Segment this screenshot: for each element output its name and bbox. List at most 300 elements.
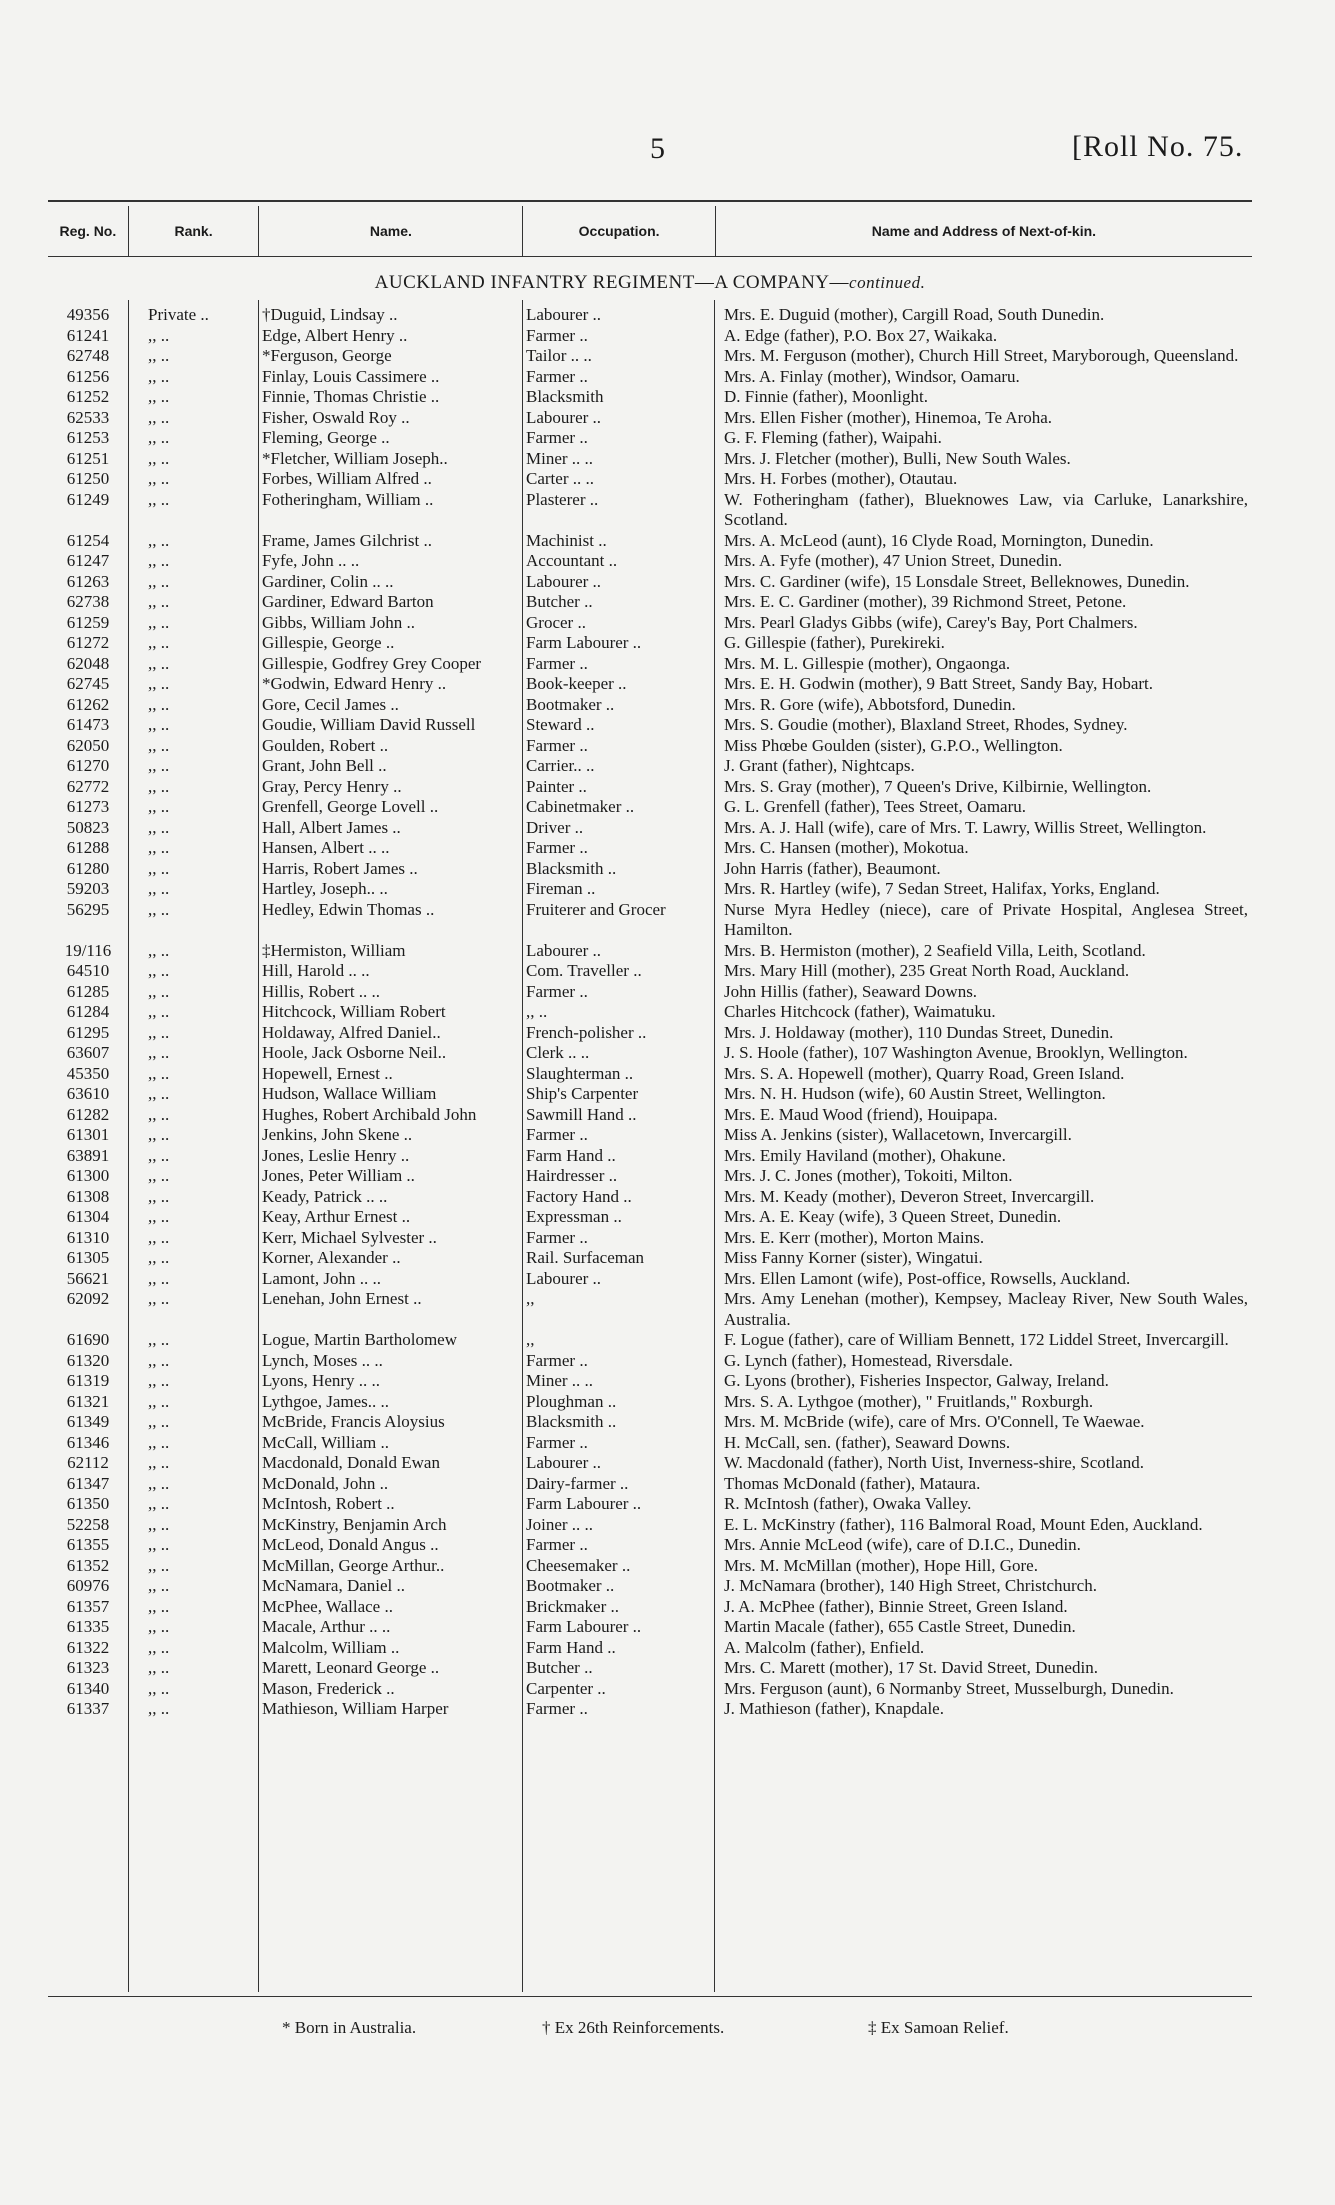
- table-row: [48, 1023, 1252, 1044]
- footnote-ex26: † Ex 26th Reinforcements.: [542, 2018, 725, 2037]
- soldier-name: McNamara, Daniel ..: [262, 1576, 406, 1595]
- rank: ,, ..: [148, 1699, 170, 1718]
- soldier-name: Hartley, Joseph.. ..: [262, 879, 388, 898]
- occupation: Tailor .. ..: [526, 346, 592, 365]
- reg-no: 61349: [66, 1412, 110, 1431]
- soldier-name: Forbes, William Alfred ..: [262, 469, 432, 488]
- soldier-name: Lenehan, John Ernest ..: [262, 1289, 422, 1308]
- reg-no: 61263: [66, 571, 110, 591]
- soldier-name: Lynch, Moses .. ..: [262, 1350, 383, 1370]
- reg-no: 63891: [66, 1145, 110, 1165]
- soldier-name: Hill, Harold .. ..: [262, 961, 370, 980]
- table-row: [48, 674, 1252, 695]
- soldier-name: Fyfe, John .. ..: [262, 551, 360, 570]
- occupation: Cheesemaker ..: [526, 1555, 631, 1575]
- rank: ,, ..: [148, 981, 170, 1001]
- reg-no: 59203: [66, 879, 110, 898]
- soldier-name: Hall, Albert James ..: [262, 817, 401, 837]
- rank: ,, ..: [148, 1063, 170, 1083]
- occupation: Dairy-farmer ..: [526, 1473, 629, 1493]
- reg-no: 61300: [66, 1166, 110, 1185]
- rank: ,, ..: [148, 961, 170, 980]
- next-of-kin: A. Malcolm (father), Enfield.: [724, 1637, 925, 1657]
- table-row: [48, 1535, 1252, 1556]
- reg-no: 61346: [66, 1432, 110, 1452]
- reg-no: 61285: [66, 981, 110, 1001]
- reg-no: 62772: [66, 776, 110, 796]
- page-number: 5: [650, 132, 665, 165]
- soldier-name: McCall, William ..: [262, 1432, 389, 1452]
- occupation: Labourer ..: [526, 1268, 602, 1288]
- rank: ,, ..: [148, 1494, 170, 1513]
- rank: ,, ..: [148, 797, 170, 816]
- rank: ,, ..: [148, 592, 170, 611]
- soldier-name: McLeod, Donald Angus ..: [262, 1535, 439, 1554]
- header-next-of-kin: Name and Address of Next-of-kin.: [871, 223, 1097, 239]
- rank: ,, ..: [148, 407, 170, 427]
- table-row: [48, 592, 1252, 613]
- next-of-kin: J. McNamara (brother), 140 High Street, Christchurch.: [724, 1576, 1097, 1595]
- table-row: [48, 531, 1252, 552]
- rank: ,, ..: [148, 1289, 170, 1308]
- occupation: Farmer ..: [526, 1699, 588, 1718]
- reg-no: 62112: [67, 1453, 109, 1472]
- reg-no: 62048: [66, 653, 110, 673]
- reg-no: 61250: [66, 469, 110, 488]
- rank: ,, ..: [148, 1268, 170, 1288]
- rank: ,, ..: [148, 1248, 170, 1267]
- soldier-name: McBride, Francis Aloysius: [262, 1412, 445, 1431]
- next-of-kin: Mrs. E. Maud Wood (friend), Houipapa.: [724, 1104, 998, 1124]
- table-row: [48, 1002, 1252, 1023]
- rank: ,, ..: [148, 346, 170, 365]
- next-of-kin: Mrs. Pearl Gladys Gibbs (wife), Carey's Bay, Port Chalmers.: [724, 612, 1138, 632]
- next-of-kin: G. Lynch (father), Homestead, Riversdale.: [724, 1350, 1013, 1370]
- reg-no: 52258: [66, 1514, 110, 1534]
- next-of-kin: Mrs. Emily Haviland (mother), Ohakune.: [724, 1145, 1006, 1165]
- occupation: Blacksmith: [526, 387, 604, 406]
- table-row: [48, 613, 1252, 634]
- next-of-kin: Mrs. H. Forbes (mother), Otautau.: [724, 469, 958, 488]
- reg-no: 64510: [66, 961, 110, 980]
- occupation: Farmer ..: [526, 653, 588, 673]
- rank: ,, ..: [148, 1084, 170, 1103]
- table-row: [48, 1330, 1252, 1351]
- table-header: [48, 206, 1252, 257]
- soldier-name: Hansen, Albert .. ..: [262, 838, 390, 857]
- reg-no: 60976: [66, 1576, 110, 1595]
- occupation: Miner .. ..: [526, 1371, 594, 1390]
- occupation: Farm Hand ..: [526, 1145, 616, 1165]
- reg-no: 61249: [66, 489, 110, 509]
- reg-no: 61254: [66, 530, 110, 550]
- soldier-name: Gardiner, Colin .. ..: [262, 571, 394, 591]
- soldier-name: McDonald, John ..: [262, 1473, 389, 1493]
- reg-no: 61322: [66, 1637, 110, 1657]
- occupation: Farm Labourer ..: [526, 1494, 642, 1513]
- soldier-name: Finlay, Louis Cassimere ..: [262, 366, 440, 386]
- rank: ,, ..: [148, 776, 170, 796]
- table-row: [48, 1043, 1252, 1064]
- soldier-name: Logue, Martin Bartholomew: [262, 1330, 457, 1349]
- reg-no: 61335: [66, 1617, 110, 1636]
- occupation: Ship's Carpenter: [526, 1084, 639, 1103]
- next-of-kin: A. Edge (father), P.O. Box 27, Waikaka.: [724, 325, 998, 345]
- occupation: Farm Labourer ..: [526, 1617, 642, 1636]
- rank: ,, ..: [148, 1637, 170, 1657]
- soldier-name: *Godwin, Edward Henry ..: [262, 674, 447, 693]
- reg-no: 61308: [66, 1186, 110, 1206]
- next-of-kin: Mrs. R. Hartley (wife), 7 Sedan Street, Halifax, Yorks, England.: [724, 879, 1160, 898]
- next-of-kin: Mrs. E. Kerr (mother), Morton Mains.: [724, 1227, 985, 1247]
- occupation: Carter .. ..: [526, 469, 594, 488]
- next-of-kin: Mrs. C. Gardiner (wife), 15 Lonsdale Street, Belleknowes, Dunedin.: [724, 571, 1190, 591]
- table-row: [48, 1679, 1252, 1700]
- soldier-name: Fleming, George ..: [262, 428, 390, 447]
- rank: ,, ..: [148, 633, 170, 652]
- table-row: [48, 941, 1252, 962]
- reg-no: 56295: [66, 899, 110, 919]
- rank: ,, ..: [148, 735, 170, 755]
- soldier-name: Jenkins, John Skene ..: [262, 1125, 413, 1144]
- rank: ,, ..: [148, 1330, 170, 1349]
- next-of-kin: Mrs. Ellen Fisher (mother), Hinemoa, Te Aroha.: [724, 407, 1053, 427]
- rank: ,, ..: [148, 551, 170, 570]
- reg-no: 61295: [66, 1022, 110, 1042]
- occupation: Slaughterman ..: [526, 1063, 634, 1083]
- soldier-name: Hughes, Robert Archibald John: [262, 1104, 477, 1124]
- table-row: [48, 879, 1252, 900]
- occupation: Farmer ..: [526, 1227, 588, 1247]
- occupation: Blacksmith ..: [526, 858, 617, 878]
- occupation: Farmer ..: [526, 1350, 588, 1370]
- reg-no: 19/116: [64, 940, 112, 960]
- rank: ,, ..: [148, 1207, 170, 1226]
- rank: ,, ..: [148, 1043, 170, 1062]
- reg-no: 56621: [66, 1268, 110, 1288]
- occupation: Clerk .. ..: [526, 1043, 590, 1062]
- occupation: Farmer ..: [526, 366, 588, 386]
- occupation: Ploughman ..: [526, 1391, 617, 1411]
- rank: ,, ..: [148, 715, 170, 734]
- reg-no: 61282: [66, 1104, 110, 1124]
- occupation: Farmer ..: [526, 735, 588, 755]
- table-row: [48, 305, 1252, 326]
- next-of-kin: Mrs. J. Holdaway (mother), 110 Dundas Street, Dunedin.: [724, 1022, 1114, 1042]
- occupation: Hairdresser ..: [526, 1166, 618, 1185]
- rank: ,, ..: [148, 1678, 170, 1698]
- rank: ,, ..: [148, 940, 170, 960]
- soldier-name: Holdaway, Alfred Daniel..: [262, 1022, 441, 1042]
- table-row: [48, 818, 1252, 839]
- rank: ,, ..: [148, 1166, 170, 1185]
- reg-no: 61340: [66, 1678, 110, 1698]
- reg-no: 61284: [66, 1002, 110, 1021]
- next-of-kin: Mrs. S. A. Lythgoe (mother), " Fruitlands," Roxburgh.: [724, 1391, 1094, 1411]
- next-of-kin: Mrs. M. L. Gillespie (mother), Ongaonga.: [724, 653, 1011, 673]
- reg-no: 63607: [66, 1043, 110, 1062]
- soldier-name: Hopewell, Ernest ..: [262, 1063, 393, 1083]
- next-of-kin: Mrs. M. McMillan (mother), Hope Hill, Gore.: [724, 1555, 1038, 1575]
- table-row: [48, 1351, 1252, 1372]
- table-row: [48, 982, 1252, 1003]
- soldier-name: Jones, Peter William ..: [262, 1166, 415, 1185]
- occupation: Labourer ..: [526, 940, 602, 960]
- next-of-kin: John Harris (father), Beaumont.: [724, 858, 941, 878]
- next-of-kin: H. McCall, sen. (father), Seaward Downs.: [724, 1432, 1011, 1452]
- rank: ,, ..: [148, 1473, 170, 1493]
- header-reg: Reg. No.: [48, 206, 129, 256]
- occupation: Factory Hand ..: [526, 1186, 632, 1206]
- next-of-kin: Mrs. S. Goudie (mother), Blaxland Street, Rhodes, Sydney.: [724, 715, 1128, 734]
- table-row: [48, 1289, 1252, 1330]
- soldier-name: Edge, Albert Henry ..: [262, 325, 408, 345]
- soldier-name: Gray, Percy Henry ..: [262, 776, 402, 796]
- table-row: [48, 1494, 1252, 1515]
- reg-no: 62050: [66, 735, 110, 755]
- rank: ,, ..: [148, 838, 170, 857]
- occupation: Steward ..: [526, 715, 595, 734]
- table-row: [48, 346, 1252, 367]
- rank: ,, ..: [148, 1576, 170, 1595]
- table-row: [48, 695, 1252, 716]
- rank: ,, ..: [148, 1002, 170, 1021]
- occupation: Farmer ..: [526, 325, 588, 345]
- rank: ,, ..: [148, 1371, 170, 1390]
- soldier-name: Lythgoe, James.. ..: [262, 1391, 390, 1411]
- table-row: [48, 449, 1252, 470]
- table-row: [48, 1228, 1252, 1249]
- soldier-name: Keay, Arthur Ernest ..: [262, 1207, 411, 1226]
- soldier-name: Macale, Arthur .. ..: [262, 1617, 391, 1636]
- next-of-kin: Mrs. R. Gore (wife), Abbotsford, Dunedin.: [724, 694, 1016, 714]
- next-of-kin: Mrs. N. H. Hudson (wife), 60 Austin Street, Wellington.: [724, 1084, 1106, 1103]
- table-row: [48, 1125, 1252, 1146]
- rank: ,, ..: [148, 1125, 170, 1144]
- occupation: Miner .. ..: [526, 448, 594, 468]
- table-row: [48, 490, 1252, 531]
- reg-no: 63610: [66, 1084, 110, 1103]
- next-of-kin: Mrs. A. J. Hall (wife), care of Mrs. T. Lawry, Willis Street, Wellington.: [724, 817, 1207, 837]
- occupation: Grocer ..: [526, 612, 586, 632]
- soldier-name: Mason, Frederick ..: [262, 1678, 395, 1698]
- occupation: Blacksmith ..: [526, 1412, 617, 1431]
- top-rule: [48, 200, 1252, 202]
- occupation: Joiner .. ..: [526, 1514, 594, 1534]
- next-of-kin: Mrs. Mary Hill (mother), 235 Great North Road, Auckland.: [724, 961, 1130, 980]
- reg-no: 61241: [66, 325, 110, 345]
- rank: ,, ..: [148, 489, 170, 509]
- soldier-name: Harris, Robert James ..: [262, 858, 418, 878]
- occupation: ,,: [526, 1330, 535, 1349]
- table-row: [48, 1515, 1252, 1536]
- occupation: Driver ..: [526, 817, 584, 837]
- rank: ,, ..: [148, 653, 170, 673]
- table-row: [48, 961, 1252, 982]
- reg-no: 61301: [66, 1125, 110, 1144]
- soldier-name: Hedley, Edwin Thomas ..: [262, 899, 435, 919]
- reg-no: 61270: [66, 756, 110, 775]
- occupation: Brickmaker ..: [526, 1596, 619, 1616]
- soldier-name: Frame, James Gilchrist ..: [262, 530, 432, 550]
- reg-no: 62748: [66, 346, 110, 365]
- reg-no: 61251: [66, 448, 110, 468]
- occupation: Fireman ..: [526, 879, 596, 898]
- rank: ,, ..: [148, 1145, 170, 1165]
- reg-no: 61320: [66, 1350, 110, 1370]
- section-title: AUCKLAND INFANTRY REGIMENT—A COMPANY—continued.: [374, 272, 926, 293]
- occupation: Farm Hand ..: [526, 1637, 616, 1657]
- rank: ,, ..: [148, 1022, 170, 1042]
- rank: ,, ..: [148, 325, 170, 345]
- table-row: [48, 633, 1252, 654]
- next-of-kin: R. McIntosh (father), Owaka Valley.: [724, 1494, 972, 1513]
- table-row: [48, 469, 1252, 490]
- soldier-name: McIntosh, Robert ..: [262, 1494, 395, 1513]
- reg-no: 61272: [66, 633, 110, 652]
- reg-no: 61323: [66, 1658, 110, 1677]
- next-of-kin: Mrs. Ellen Lamont (wife), Post-office, Rowsells, Auckland.: [724, 1268, 1131, 1288]
- soldier-name: McPhee, Wallace ..: [262, 1596, 393, 1616]
- roll-table: [48, 305, 1252, 1720]
- occupation: ,, ..: [526, 1002, 548, 1021]
- next-of-kin: G. F. Fleming (father), Waipahi.: [724, 428, 942, 447]
- next-of-kin: Mrs. S. A. Hopewell (mother), Quarry Road, Green Island.: [724, 1063, 1125, 1083]
- next-of-kin: G. L. Grenfell (father), Tees Street, Oamaru.: [724, 797, 1027, 816]
- table-row: [48, 551, 1252, 572]
- table-row: [48, 900, 1252, 941]
- rank: ,, ..: [148, 1617, 170, 1636]
- header-rank: Rank.: [129, 206, 260, 256]
- reg-no: 61690: [66, 1330, 110, 1349]
- reg-no: 61288: [66, 838, 110, 857]
- table-row: [48, 654, 1252, 675]
- next-of-kin: Mrs. E. Duguid (mother), Cargill Road, South Dunedin.: [724, 305, 1105, 324]
- rank: ,, ..: [148, 1186, 170, 1206]
- soldier-name: Fotheringham, William ..: [262, 489, 434, 509]
- rank: ,, ..: [148, 694, 170, 714]
- next-of-kin: Miss Fanny Korner (sister), Wingatui.: [724, 1248, 983, 1267]
- next-of-kin: Mrs. B. Hermiston (mother), 2 Seafield Villa, Leith, Scotland.: [724, 940, 1146, 960]
- reg-no: 61310: [66, 1227, 110, 1247]
- occupation: Carpenter ..: [526, 1678, 606, 1698]
- rank: ,, ..: [148, 428, 170, 447]
- soldier-name: Gillespie, Godfrey Grey Cooper: [262, 653, 482, 673]
- rank: ,, ..: [148, 1432, 170, 1452]
- next-of-kin: J. A. McPhee (father), Binnie Street, Green Island.: [724, 1596, 1068, 1616]
- occupation: Machinist ..: [526, 530, 607, 550]
- occupation: Plasterer ..: [526, 489, 599, 509]
- next-of-kin: G. Gillespie (father), Purekireki.: [724, 633, 945, 652]
- table-row: [48, 859, 1252, 880]
- next-of-kin: Mrs. E. H. Godwin (mother), 9 Batt Street, Sandy Bay, Hobart.: [724, 674, 1154, 693]
- occupation: Labourer ..: [526, 571, 602, 591]
- rank: ,, ..: [148, 469, 170, 488]
- rank: ,, ..: [148, 899, 170, 919]
- soldier-name: Grenfell, George Lovell ..: [262, 797, 439, 816]
- rank: ,, ..: [148, 1658, 170, 1677]
- table-row: [48, 777, 1252, 798]
- next-of-kin: Miss Phœbe Goulden (sister), G.P.O., Wellington.: [724, 735, 1063, 755]
- reg-no: 45350: [66, 1063, 110, 1083]
- rank: ,, ..: [148, 817, 170, 837]
- occupation: Bootmaker ..: [526, 694, 615, 714]
- table-row: [48, 1392, 1252, 1413]
- table-row: [48, 387, 1252, 408]
- table-row: [48, 756, 1252, 777]
- reg-no: 61273: [66, 797, 110, 816]
- occupation: Painter ..: [526, 776, 587, 796]
- next-of-kin: Mrs. J. C. Jones (mother), Tokoiti, Milton.: [724, 1166, 1013, 1185]
- rank: ,, ..: [148, 1453, 170, 1472]
- next-of-kin: Mrs. Ferguson (aunt), 6 Normanby Street, Musselburgh, Dunedin.: [724, 1678, 1174, 1698]
- next-of-kin: J. S. Hoole (father), 107 Washington Avenue, Brooklyn, Wellington.: [724, 1043, 1188, 1062]
- reg-no: 61256: [66, 366, 110, 386]
- next-of-kin: Thomas McDonald (father), Mataura.: [724, 1473, 981, 1493]
- occupation: Labourer ..: [526, 305, 602, 324]
- rank: ,, ..: [148, 612, 170, 632]
- rank: ,, ..: [148, 1412, 170, 1431]
- reg-no: 49356: [66, 305, 110, 324]
- next-of-kin: W. Fotheringham (father), Blueknowes Law, via Carluke, Lanarkshire, Scotland.: [724, 489, 1248, 529]
- reg-no: 61259: [66, 612, 110, 632]
- soldier-name: Gardiner, Edward Barton: [262, 592, 434, 611]
- next-of-kin: Martin Macale (father), 655 Castle Street, Dunedin.: [724, 1617, 1076, 1636]
- soldier-name: Lamont, John .. ..: [262, 1268, 381, 1288]
- next-of-kin: Mrs. M. Keady (mother), Deveron Street, Invercargill.: [724, 1186, 1095, 1206]
- table-row: [48, 1371, 1252, 1392]
- rank: ,, ..: [148, 1391, 170, 1411]
- table-row: [48, 1597, 1252, 1618]
- reg-no: 61262: [66, 694, 110, 714]
- occupation: Labourer ..: [526, 1453, 602, 1472]
- next-of-kin: D. Finnie (father), Moonlight.: [724, 387, 928, 406]
- soldier-name: McMillan, George Arthur..: [262, 1555, 445, 1575]
- table-row: [48, 1146, 1252, 1167]
- table-row: [48, 1084, 1252, 1105]
- rank: ,, ..: [148, 879, 170, 898]
- footnote-born: * Born in Australia.: [282, 2018, 417, 2037]
- next-of-kin: Mrs. E. C. Gardiner (mother), 39 Richmond Street, Petone.: [724, 592, 1127, 611]
- occupation: Com. Traveller ..: [526, 961, 642, 980]
- soldier-name: Gore, Cecil James ..: [262, 694, 399, 714]
- soldier-name: Hillis, Robert .. ..: [262, 981, 381, 1001]
- reg-no: 61253: [66, 428, 110, 447]
- header-occupation: Occupation.: [523, 206, 715, 256]
- occupation: Book-keeper ..: [526, 674, 627, 693]
- soldier-name: Goudie, William David Russell: [262, 715, 476, 734]
- next-of-kin: Charles Hitchcock (father), Waimatuku.: [724, 1002, 996, 1021]
- soldier-name: Macdonald, Donald Ewan: [262, 1453, 440, 1472]
- reg-no: 61319: [66, 1371, 110, 1390]
- rank: ,, ..: [148, 366, 170, 386]
- table-row: [48, 428, 1252, 449]
- next-of-kin: Mrs. Annie McLeod (wife), care of D.I.C., Dunedin.: [724, 1535, 1081, 1554]
- soldier-name: *Fletcher, William Joseph..: [262, 448, 448, 468]
- soldier-name: Marett, Leonard George ..: [262, 1658, 440, 1677]
- next-of-kin: Mrs. C. Hansen (mother), Mokotua.: [724, 838, 969, 857]
- table-row: [48, 797, 1252, 818]
- table-row: [48, 1617, 1252, 1638]
- table-row: [48, 1699, 1252, 1720]
- reg-no: 61247: [66, 551, 110, 570]
- reg-no: 61350: [66, 1494, 110, 1513]
- reg-no: 61352: [66, 1555, 110, 1575]
- table-row: [48, 715, 1252, 736]
- occupation: Rail. Surfaceman: [526, 1248, 645, 1267]
- occupation: Bootmaker ..: [526, 1576, 615, 1595]
- rank: ,, ..: [148, 756, 170, 775]
